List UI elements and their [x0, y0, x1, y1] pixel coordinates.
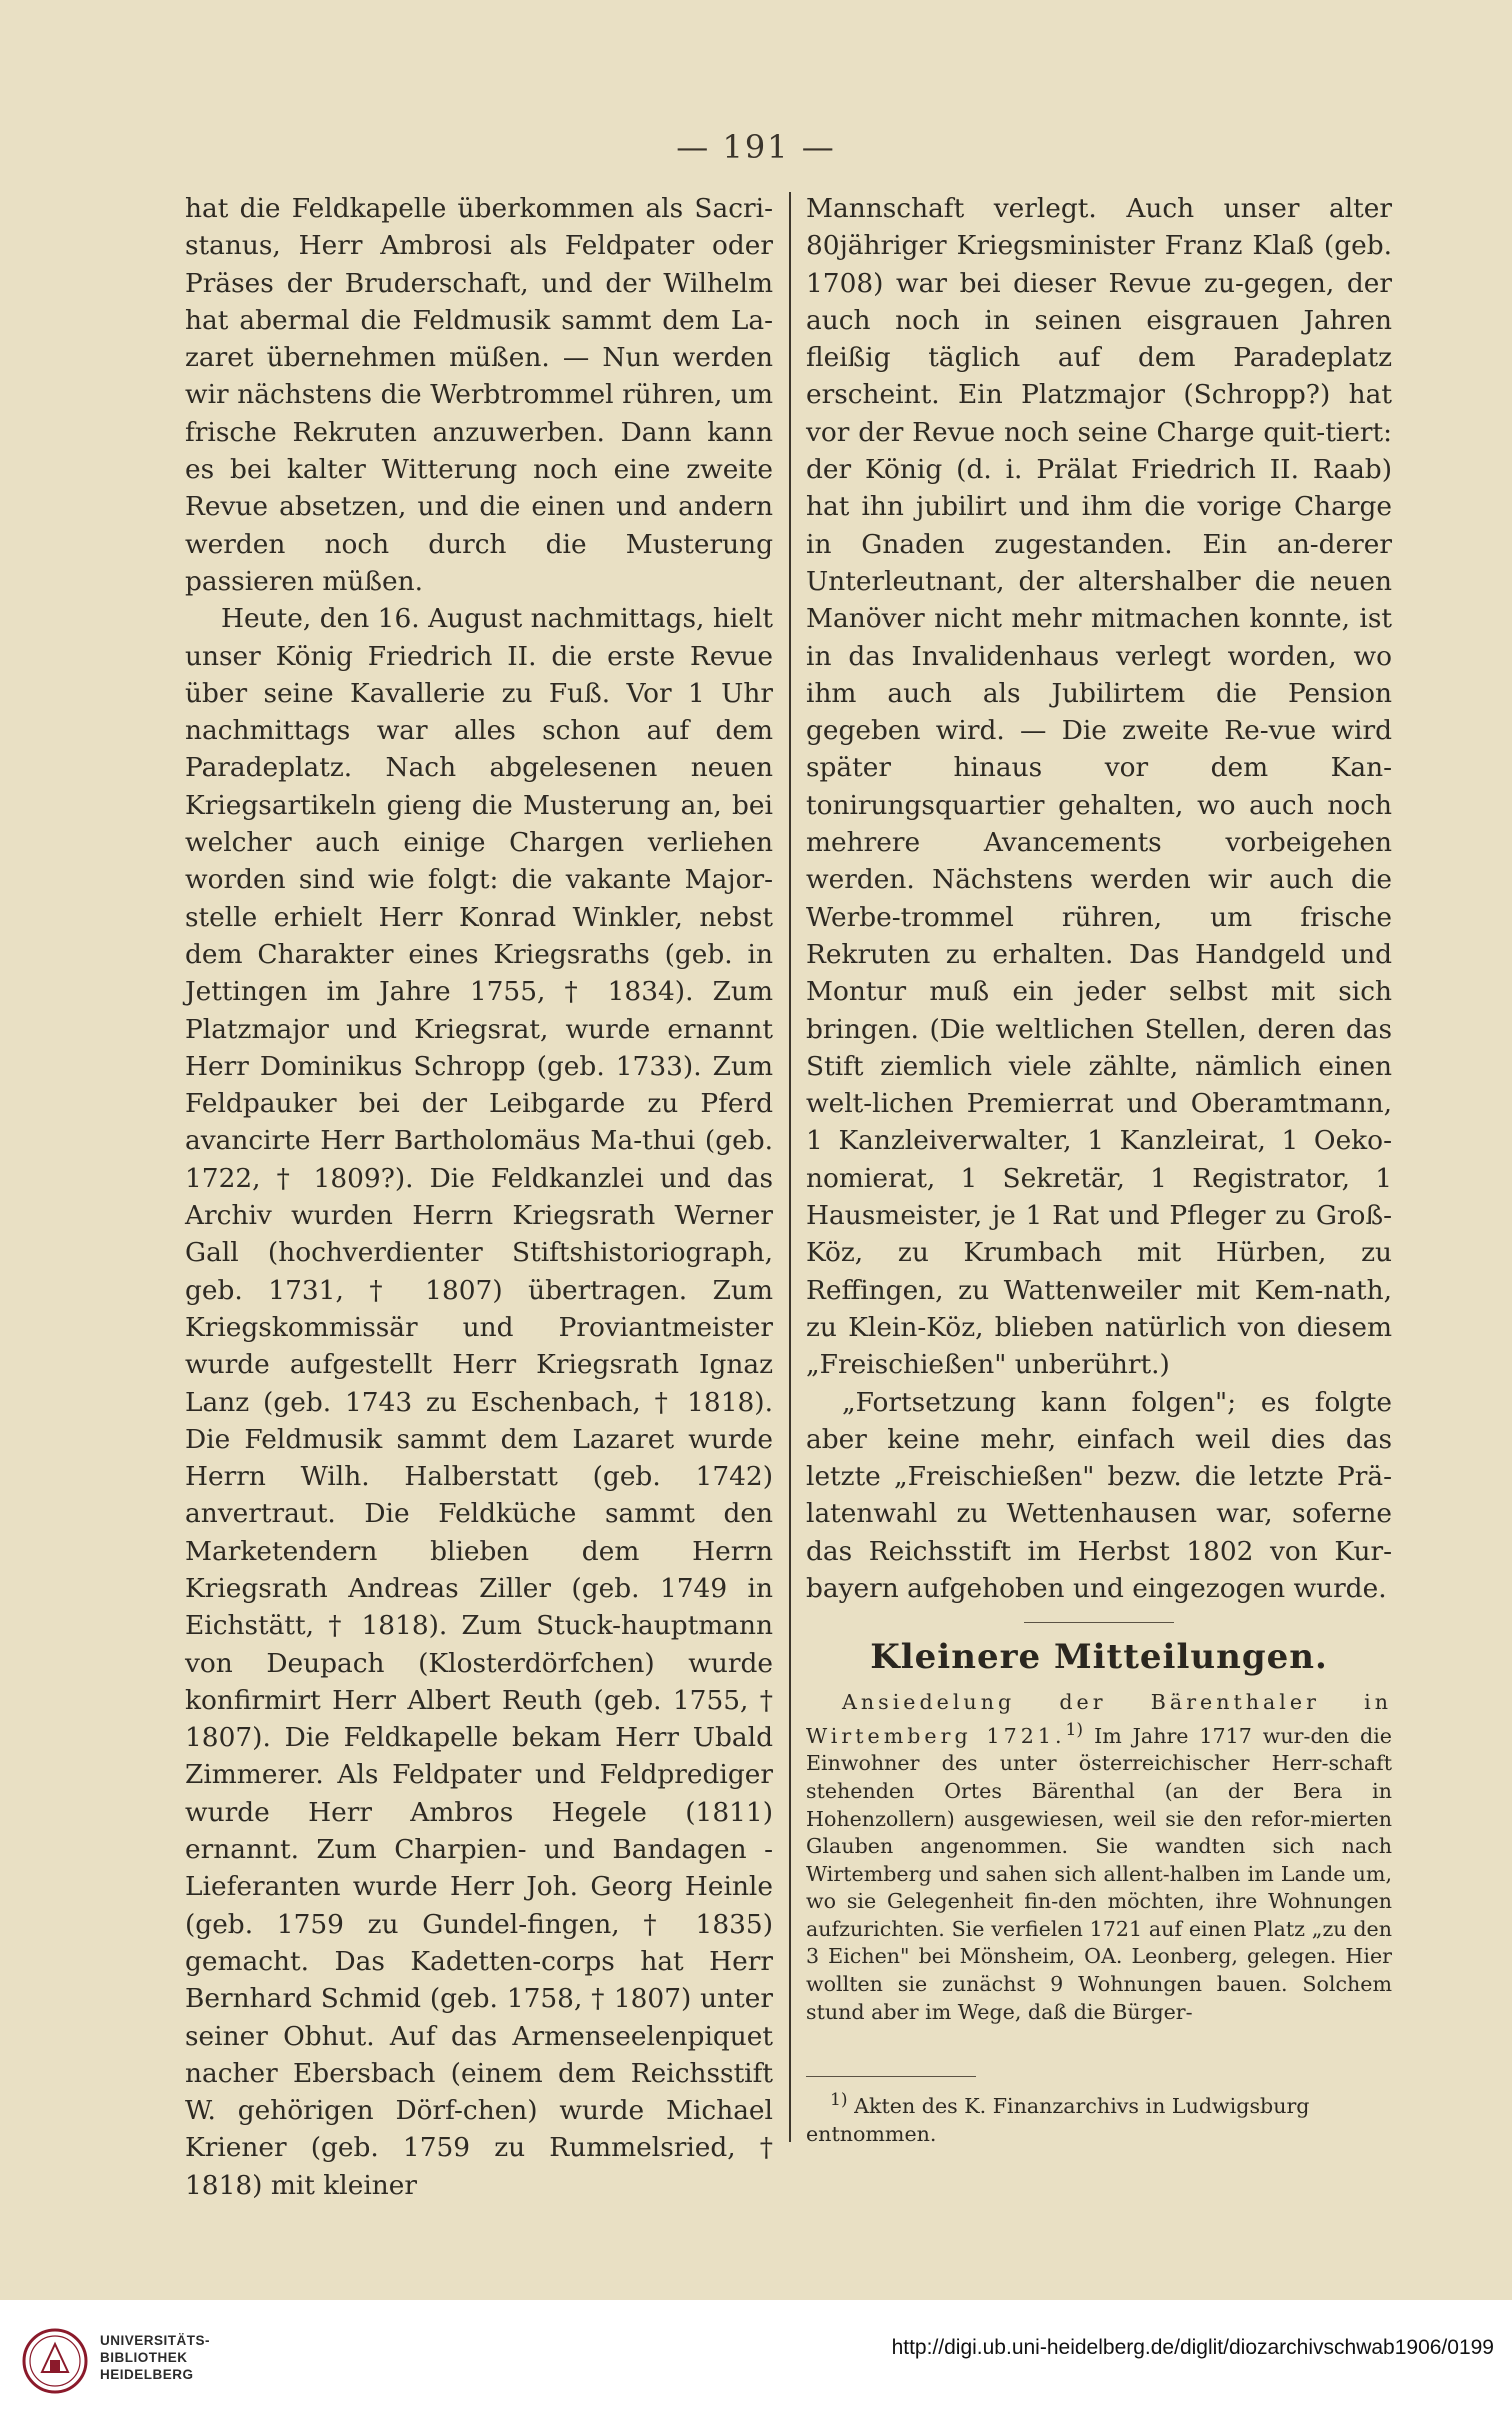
footnote-mark: 1)	[830, 2090, 848, 2111]
column-divider	[789, 192, 791, 2142]
section-heading: Kleinere Mitteilungen.	[870, 1637, 1328, 1678]
article-text: Im Jahre 1717 wur-den die Einwohner des unter österreichischer Herr-schaft stehenden Ortes Bärenthal (an der Bera in Hohenzollern) ausgewiesen, weil sie den refor-mierten Glauben angenommen. Sie wandten sich nach Wirtemberg und sahen sich allent-halben im Lande um, wo sie Gelegenheit fin-den möchten, ihre Wohnungen aufzurichten. Sie verfielen 1721 auf einen Platz „zu den 3 Eichen" bei Mönsheim, OA. Leonberg, gelegen. Hier wollten sie zunächst 9 Wohnungen bauen. Solchem stund aber im Wege, daß die Bürger-	[806, 1723, 1392, 2024]
left-column	[185, 190, 773, 2204]
left-paragraph-1: hat die Feldkapelle überkommen als Sacri-stanus, Herr Ambrosi als Feldpater oder Präses der Bruderschaft, und der Wilhelm hat abermal die Feldmusik sammt dem La-zaret übernehmen müßen. — Nun werden wir nächstens die Werbtrommel rühren, um frische Rekruten anzuwerben. Dann kann es bei kalter Witterung noch eine zweite Revue absetzen, und die einen und andern werden noch durch die Musterung passieren müßen.	[185, 193, 773, 597]
right-paragraph-2: „Fortsetzung kann folgen"; es folgte aber keine mehr, einfach weil dies das letzte „Freischießen" bezw. die letzte Prä-latenwahl zu Wettenhausen war, soferne das Reichsstift im Herbst 1802 von Kur-bayern aufgehoben und eingezogen wurde.	[806, 1386, 1392, 1604]
article-footnote-mark: 1)	[1065, 1719, 1084, 1740]
article	[806, 1689, 1392, 2026]
footnote-text: Akten des K. Finanzarchivs in Ludwigsburg entnommen.	[806, 2094, 1310, 2146]
footnote-divider	[806, 2076, 976, 2077]
article-title: Ansiedelung der Bärenthaler in Wirtemberg 1721.	[806, 1690, 1392, 1748]
permalink-url[interactable]: http://digi.ub.uni-heidelberg.de/diglit/diozarchivschwab1906/0199	[891, 2336, 1494, 2359]
right-paragraph-1: Mannschaft verlegt. Auch unser alter 80jähriger Kriegsminister Franz Klaß (geb. 1708) war bei dieser Revue zu-gegen, der auch noch in seinen eisgrauen Jahren fleißig täglich auf dem Paradeplatz erscheint. Ein Platzmajor (Schropp?) hat vor der Revue noch seine Charge quit-tiert: der König (d. i. Prälat Friedrich II. Raab) hat ihn jubilirt und ihm die vorige Charge in Gnaden zugestanden. Ein an-derer Unterleutnant, der altershalber die neuen Manöver nicht mehr mitmachen konnte, ist in das Invalidenhaus verlegt worden, wo ihm auch als Jubilirtem die Pension gegeben wird. — Die zweite Re-vue wird später hinaus vor dem Kan-tonirungsquartier gehalten, wo auch noch mehrere Avancements vorbeigehen werden. Nächstens werden wir auch die Werbe-trommel rühren, um frische Rekruten zu erhalten. Das Handgeld und Montur muß ein jeder selbst mit sich bringen. (Die weltlichen Stellen, deren das Stift ziemlich viele zählte, nämlich einen welt-lichen Premierrat und Oberamtmann, 1 Kanzleiverwalter, 1 Kanzleirat, 1 Oeko-nomierat, 1 Sekretär, 1 Registrator, 1 Hausmeister, je 1 Rat und Pfleger zu Groß-Köz, zu Krumbach mit Hürben, zu Reffingen, zu Wattenweiler mit Kem-nath, zu Klein-Köz, blieben natürlich von diesem „Freischießen" unberührt.)	[806, 193, 1392, 1381]
viewer-footer	[0, 2300, 1512, 2417]
library-name-line: HEIDELBERG	[100, 2367, 194, 2382]
library-name-line: UNIVERSITÄTS-	[100, 2333, 211, 2348]
left-paragraph-2: Heute, den 16. August nachmittags, hielt unser König Friedrich II. die erste Revue über seine Kavallerie zu Fuß. Vor 1 Uhr nachmittags war alles schon auf dem Paradeplatz. Nach abgelesenen neuen Kriegsartikeln gieng die Musterung an, bei welcher auch einige Chargen verliehen worden sind wie folgt: die vakante Major-stelle erhielt Herr Konrad Winkler, nebst dem Charakter eines Kriegsraths (geb. in Jettingen im Jahre 1755, † 1834). Zum Platzmajor und Kriegsrat, wurde ernannt Herr Dominikus Schropp (geb. 1733). Zum Feldpauker bei der Leibgarde zu Pferd avancirte Herr Bartholomäus Ma-thui (geb. 1722, † 1809?). Die Feldkanzlei und das Archiv wurden Herrn Kriegsrath Werner Gall (hochverdienter Stiftshistoriograph, geb. 1731, † 1807) übertragen. Zum Kriegskommissär und Proviantmeister wurde aufgestellt Herr Kriegsrath Ignaz Lanz (geb. 1743 zu Eschenbach, † 1818). Die Feldmusik sammt dem Lazaret wurde Herrn Wilh. Halberstatt (geb. 1742) anvertraut. Die Feldküche sammt den Marketendern blieben dem Herrn Kriegsrath Andreas Ziller (geb. 1749 in Eichstätt, † 1818). Zum Stuck-hauptmann von Deupach (Klosterdörfchen) wurde konfirmirt Herr Albert Reuth (geb. 1755, † 1807). Die Feldkapelle bekam Herr Ubald Zimmerer. Als Feldpater und Feldprediger wurde Herr Ambros Hegele (1811) ernannt. Zum Charpien- und Bandagen - Lieferanten wurde Herr Joh. Georg Heinle (geb. 1759 zu Gundel-fingen, † 1835) gemacht. Das Kadetten-corps hat Herr Bernhard Schmid (geb. 1758, † 1807) unter seiner Obhut. Auf das Armenseelenpiquet nacher Ebersbach (einem dem Reichsstift W. gehörigen Dörf-chen) wurde Michael Kriener (geb. 1759 zu Rummelsried, † 1818) mit kleiner	[185, 603, 773, 2201]
right-column	[806, 190, 1392, 2148]
library-name-line: BIBLIOTHEK	[100, 2350, 188, 2365]
library-name	[100, 2332, 210, 2383]
university-seal-icon	[20, 2326, 90, 2396]
page-number: — 191 —	[676, 128, 836, 166]
footnote	[806, 2087, 1392, 2148]
section-divider	[1024, 1622, 1174, 1623]
